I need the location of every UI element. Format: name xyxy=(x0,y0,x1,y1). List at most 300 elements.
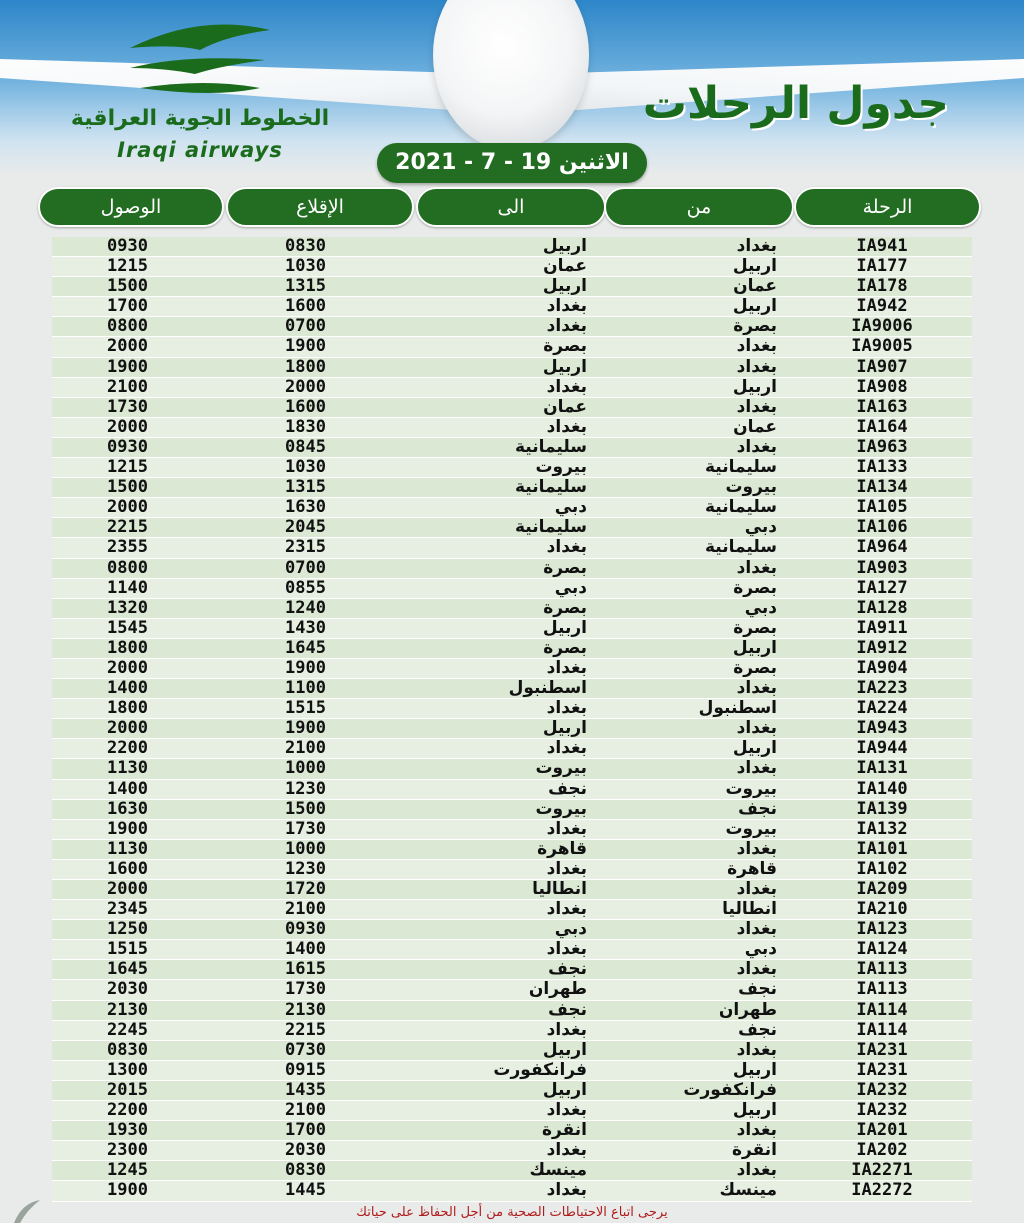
origin: نجف xyxy=(738,979,777,1000)
departure-time: 1030 xyxy=(285,256,326,277)
destination: بغداد xyxy=(546,296,587,317)
table-row xyxy=(52,639,972,659)
departure-time: 2215 xyxy=(285,1019,326,1040)
origin: بغداد xyxy=(736,356,777,377)
departure-time: 0930 xyxy=(285,919,326,940)
table-row xyxy=(52,257,972,277)
flight-number: IA2271 xyxy=(851,1160,913,1181)
flight-number: IA123 xyxy=(856,919,908,940)
flight-number: IA232 xyxy=(856,1100,908,1121)
table-row xyxy=(52,1001,972,1021)
flight-number: IA943 xyxy=(856,718,908,739)
origin: قاهرة xyxy=(727,858,777,879)
destination: سليمانية xyxy=(514,436,587,457)
origin: بغداد xyxy=(736,236,777,256)
flight-number: IA903 xyxy=(856,557,908,578)
departure-time: 1645 xyxy=(285,637,326,658)
departure-time: 0845 xyxy=(285,436,326,457)
departure-time: 1700 xyxy=(285,1120,326,1141)
arrival-time: 1515 xyxy=(107,939,148,960)
arrival-time: 0800 xyxy=(107,557,148,578)
arrival-time: 2030 xyxy=(107,979,148,1000)
arrival-time: 2200 xyxy=(107,738,148,759)
departure-time: 1730 xyxy=(285,979,326,1000)
bird-logo-icon xyxy=(125,18,275,103)
departure-time: 0730 xyxy=(285,1039,326,1060)
table-row xyxy=(52,1041,972,1061)
departure-time: 1500 xyxy=(285,798,326,819)
departure-time: 1230 xyxy=(285,778,326,799)
flight-number: IA102 xyxy=(856,858,908,879)
table-row xyxy=(52,940,972,960)
origin: نجف xyxy=(738,798,777,819)
destination: بصرة xyxy=(543,597,587,618)
destination: بغداد xyxy=(546,698,587,719)
departure-time: 1900 xyxy=(285,336,326,357)
destination: بغداد xyxy=(546,376,587,397)
brand-name-english: Iraqi airways xyxy=(117,138,283,162)
table-row xyxy=(52,438,972,458)
flight-number: IA2272 xyxy=(851,1180,913,1201)
table-row xyxy=(52,860,972,880)
table-row xyxy=(52,699,972,719)
departure-time: 1730 xyxy=(285,818,326,839)
origin: فرانكفورت xyxy=(683,1079,777,1100)
table-row xyxy=(52,820,972,840)
flight-number: IA944 xyxy=(856,738,908,759)
arrival-time: 1900 xyxy=(107,356,148,377)
destination: دبي xyxy=(554,577,587,598)
column-header-flight: الرحلة xyxy=(794,187,981,227)
flight-number: IA139 xyxy=(856,798,908,819)
arrival-time: 1400 xyxy=(107,678,148,699)
departure-time: 1900 xyxy=(285,718,326,739)
table-row xyxy=(52,237,972,257)
flight-number: IA164 xyxy=(856,416,908,437)
destination: عمان xyxy=(543,396,587,417)
column-header-from: من xyxy=(604,187,794,227)
arrival-time: 2300 xyxy=(107,1140,148,1161)
destination: اربيل xyxy=(542,356,587,377)
flight-number: IA907 xyxy=(856,356,908,377)
flight-number: IA904 xyxy=(856,657,908,678)
table-row xyxy=(52,458,972,478)
table-row xyxy=(52,538,972,558)
origin: بغداد xyxy=(736,959,777,980)
flight-number: IA177 xyxy=(856,256,908,277)
table-row xyxy=(52,358,972,378)
arrival-time: 2245 xyxy=(107,1019,148,1040)
flight-number: IA127 xyxy=(856,577,908,598)
table-row xyxy=(52,518,972,538)
flight-number: IA124 xyxy=(856,939,908,960)
origin: اربيل xyxy=(732,637,777,658)
table-row xyxy=(52,579,972,599)
table-row xyxy=(52,679,972,699)
arrival-time: 1645 xyxy=(107,959,148,980)
destination: بغداد xyxy=(546,858,587,879)
origin: عمان xyxy=(733,416,777,437)
table-row xyxy=(52,1061,972,1081)
departure-time: 1000 xyxy=(285,758,326,779)
table-row xyxy=(52,1161,972,1181)
flight-number: IA963 xyxy=(856,436,908,457)
table-row xyxy=(52,398,972,418)
origin: بغداد xyxy=(736,758,777,779)
date-badge: الاثنين 19 - 7 - 2021 xyxy=(377,143,647,183)
departure-time: 1435 xyxy=(285,1079,326,1100)
table-row xyxy=(52,1141,972,1161)
destination: سليمانية xyxy=(514,517,587,538)
arrival-time: 0930 xyxy=(107,436,148,457)
destination: اربيل xyxy=(542,236,587,256)
destination: دبي xyxy=(554,919,587,940)
arrival-time: 0830 xyxy=(107,1039,148,1060)
origin: بصرة xyxy=(733,617,777,638)
iraqi-airways-logo xyxy=(70,18,330,162)
table-row xyxy=(52,337,972,357)
origin: بيروت xyxy=(725,778,777,799)
departure-time: 0830 xyxy=(285,1160,326,1181)
arrival-time: 2000 xyxy=(107,336,148,357)
origin: مينسك xyxy=(719,1180,777,1201)
destination: اربيل xyxy=(542,617,587,638)
departure-time: 2030 xyxy=(285,1140,326,1161)
flight-number: IA201 xyxy=(856,1120,908,1141)
arrival-time: 1130 xyxy=(107,838,148,859)
origin: اربيل xyxy=(732,256,777,277)
departure-time: 1630 xyxy=(285,497,326,518)
departure-time: 1600 xyxy=(285,396,326,417)
departure-time: 1830 xyxy=(285,416,326,437)
table-row xyxy=(52,880,972,900)
column-header-arrival: الوصول xyxy=(38,187,224,227)
destination: بغداد xyxy=(546,899,587,920)
table-row xyxy=(52,759,972,779)
destination: اربيل xyxy=(542,718,587,739)
flight-number: IA202 xyxy=(856,1140,908,1161)
flight-number: IA178 xyxy=(856,276,908,297)
table-row xyxy=(52,277,972,297)
flight-number: IA105 xyxy=(856,497,908,518)
flight-number: IA231 xyxy=(856,1059,908,1080)
departure-time: 2000 xyxy=(285,376,326,397)
departure-time: 1515 xyxy=(285,698,326,719)
departure-time: 1430 xyxy=(285,617,326,638)
flight-number: IA114 xyxy=(856,999,908,1020)
destination: نجف xyxy=(548,778,587,799)
table-row xyxy=(52,317,972,337)
destination: نجف xyxy=(548,959,587,980)
arrival-time: 1800 xyxy=(107,637,148,658)
origin: اربيل xyxy=(732,738,777,759)
destination: بيروت xyxy=(535,457,587,478)
arrival-time: 1500 xyxy=(107,477,148,498)
origin: بصرة xyxy=(733,316,777,337)
departure-time: 0830 xyxy=(285,236,326,256)
origin: عمان xyxy=(733,276,777,297)
departure-time: 2100 xyxy=(285,1100,326,1121)
flight-number: IA231 xyxy=(856,1039,908,1060)
destination: بغداد xyxy=(546,1100,587,1121)
flight-number: IA114 xyxy=(856,1019,908,1040)
origin: بغداد xyxy=(736,1039,777,1060)
destination: بغداد xyxy=(546,416,587,437)
departure-time: 2130 xyxy=(285,999,326,1020)
departure-time: 0915 xyxy=(285,1059,326,1080)
table-row xyxy=(52,960,972,980)
origin: بيروت xyxy=(725,818,777,839)
table-row xyxy=(52,378,972,398)
flight-number: IA912 xyxy=(856,637,908,658)
table-row xyxy=(52,1081,972,1101)
arrival-time: 1245 xyxy=(107,1160,148,1181)
origin: بصرة xyxy=(733,657,777,678)
destination: عمان xyxy=(543,256,587,277)
table-row xyxy=(52,800,972,820)
table-row xyxy=(52,498,972,518)
departure-time: 1900 xyxy=(285,657,326,678)
flight-number: IA224 xyxy=(856,698,908,719)
destination: بغداد xyxy=(546,657,587,678)
arrival-time: 2000 xyxy=(107,416,148,437)
origin: طهران xyxy=(718,999,777,1020)
destination: بصرة xyxy=(543,336,587,357)
destination: قاهرة xyxy=(537,838,587,859)
table-row xyxy=(52,1101,972,1121)
origin: انطاليا xyxy=(722,899,777,920)
departure-time: 0855 xyxy=(285,577,326,598)
flight-number: IA209 xyxy=(856,879,908,899)
departure-time: 1315 xyxy=(285,276,326,297)
origin: بغداد xyxy=(736,336,777,357)
table-row xyxy=(52,659,972,679)
destination: بغداد xyxy=(546,1019,587,1040)
table-row xyxy=(52,739,972,759)
flight-number: IA163 xyxy=(856,396,908,417)
origin: انقرة xyxy=(731,1140,777,1161)
origin: بغداد xyxy=(736,1160,777,1181)
table-row xyxy=(52,719,972,739)
origin: بصرة xyxy=(733,577,777,598)
origin: بغداد xyxy=(736,838,777,859)
arrival-time: 2015 xyxy=(107,1079,148,1100)
destination: نجف xyxy=(548,999,587,1020)
destination: اسطنبول xyxy=(508,678,587,699)
flight-number: IA964 xyxy=(856,537,908,558)
departure-time: 1800 xyxy=(285,356,326,377)
destination: اربيل xyxy=(542,1079,587,1100)
departure-time: 2100 xyxy=(285,738,326,759)
destination: بغداد xyxy=(546,316,587,337)
flight-number: IA133 xyxy=(856,457,908,478)
destination: اربيل xyxy=(542,276,587,297)
arrival-time: 1320 xyxy=(107,597,148,618)
arrival-time: 2200 xyxy=(107,1100,148,1121)
flight-number: IA9005 xyxy=(851,336,913,357)
column-header-to: الى xyxy=(416,187,606,227)
flight-number: IA132 xyxy=(856,818,908,839)
departure-time: 1030 xyxy=(285,457,326,478)
table-row xyxy=(52,599,972,619)
arrival-time: 2000 xyxy=(107,879,148,899)
arrival-time: 1900 xyxy=(107,818,148,839)
destination: مينسك xyxy=(529,1160,587,1181)
flight-number: IA113 xyxy=(856,959,908,980)
arrival-time: 0800 xyxy=(107,316,148,337)
arrival-time: 2000 xyxy=(107,657,148,678)
departure-time: 1615 xyxy=(285,959,326,980)
origin: بغداد xyxy=(736,919,777,940)
origin: سليمانية xyxy=(704,457,777,478)
arrival-time: 1800 xyxy=(107,698,148,719)
destination: بصرة xyxy=(543,557,587,578)
flight-number: IA941 xyxy=(856,236,908,256)
flight-number: IA113 xyxy=(856,979,908,1000)
arrival-time: 0930 xyxy=(107,236,148,256)
flight-number: IA232 xyxy=(856,1079,908,1100)
arrival-time: 2000 xyxy=(107,497,148,518)
flight-number: IA210 xyxy=(856,899,908,920)
destination: دبي xyxy=(554,497,587,518)
origin: سليمانية xyxy=(704,497,777,518)
destination: بصرة xyxy=(543,637,587,658)
destination: بغداد xyxy=(546,1140,587,1161)
origin: اربيل xyxy=(732,296,777,317)
departure-time: 1315 xyxy=(285,477,326,498)
table-row xyxy=(52,418,972,438)
origin: بغداد xyxy=(736,557,777,578)
flight-number: IA101 xyxy=(856,838,908,859)
flight-number: IA942 xyxy=(856,296,908,317)
arrival-time: 1140 xyxy=(107,577,148,598)
health-notice: يرجى اتباع الاحتياطات الصحية من أجل الحفاظ على حياتك xyxy=(356,1205,668,1220)
arrival-time: 1130 xyxy=(107,758,148,779)
brand-name-arabic: الخطوط الجوية العراقية xyxy=(70,106,330,131)
table-row xyxy=(52,559,972,579)
arrival-time: 1545 xyxy=(107,617,148,638)
origin: سليمانية xyxy=(704,537,777,558)
arrival-time: 2355 xyxy=(107,537,148,558)
arrival-time: 1930 xyxy=(107,1120,148,1141)
departure-time: 1600 xyxy=(285,296,326,317)
flight-schedule-table xyxy=(52,237,972,1202)
origin: اربيل xyxy=(732,1059,777,1080)
destination: طهران xyxy=(528,979,587,1000)
table-row xyxy=(52,920,972,940)
departure-time: 2045 xyxy=(285,517,326,538)
table-row xyxy=(52,780,972,800)
arrival-time: 1215 xyxy=(107,457,148,478)
arrival-time: 2345 xyxy=(107,899,148,920)
arrival-time: 1250 xyxy=(107,919,148,940)
departure-time: 1400 xyxy=(285,939,326,960)
departure-time: 2315 xyxy=(285,537,326,558)
arrival-time: 2000 xyxy=(107,718,148,739)
origin: نجف xyxy=(738,1019,777,1040)
destination: انطاليا xyxy=(532,879,587,899)
origin: دبي xyxy=(744,939,777,960)
destination: بغداد xyxy=(546,818,587,839)
flight-number: IA140 xyxy=(856,778,908,799)
table-row xyxy=(52,478,972,498)
flight-number: IA908 xyxy=(856,376,908,397)
destination: بغداد xyxy=(546,939,587,960)
flight-number: IA134 xyxy=(856,477,908,498)
column-header-departure: الإقلاع xyxy=(226,187,414,227)
destination: بغداد xyxy=(546,537,587,558)
page-title: جدول الرحلات xyxy=(642,78,949,129)
origin: بغداد xyxy=(736,436,777,457)
departure-time: 2100 xyxy=(285,899,326,920)
arrival-time: 1300 xyxy=(107,1059,148,1080)
arrival-time: 1630 xyxy=(107,798,148,819)
flight-number: IA131 xyxy=(856,758,908,779)
table-row xyxy=(52,619,972,639)
destination: بغداد xyxy=(546,738,587,759)
origin: اسطنبول xyxy=(698,698,777,719)
departure-time: 1445 xyxy=(285,1180,326,1201)
arrival-time: 1700 xyxy=(107,296,148,317)
table-row xyxy=(52,980,972,1000)
destination: انقرة xyxy=(541,1120,587,1141)
origin: بغداد xyxy=(736,879,777,899)
table-row xyxy=(52,840,972,860)
flight-number: IA223 xyxy=(856,678,908,699)
departure-time: 1720 xyxy=(285,879,326,899)
origin: بغداد xyxy=(736,678,777,699)
destination: فرانكفورت xyxy=(493,1059,587,1080)
origin: دبي xyxy=(744,517,777,538)
destination: اربيل xyxy=(542,1039,587,1060)
table-row xyxy=(52,1021,972,1041)
flight-number: IA128 xyxy=(856,597,908,618)
flight-number: IA106 xyxy=(856,517,908,538)
table-row xyxy=(52,900,972,920)
origin: بيروت xyxy=(725,477,777,498)
arrival-time: 2215 xyxy=(107,517,148,538)
origin: اربيل xyxy=(732,376,777,397)
arrival-time: 1730 xyxy=(107,396,148,417)
arrival-time: 1900 xyxy=(107,1180,148,1201)
destination: بيروت xyxy=(535,758,587,779)
departure-time: 0700 xyxy=(285,316,326,337)
arrival-time: 2130 xyxy=(107,999,148,1020)
arrival-time: 1215 xyxy=(107,256,148,277)
table-row xyxy=(52,297,972,317)
origin: بغداد xyxy=(736,1120,777,1141)
arrival-time: 1600 xyxy=(107,858,148,879)
arrival-time: 1400 xyxy=(107,778,148,799)
table-row xyxy=(52,1121,972,1141)
table-header xyxy=(38,187,981,227)
origin: اربيل xyxy=(732,1100,777,1121)
origin: دبي xyxy=(744,597,777,618)
arrival-time: 1500 xyxy=(107,276,148,297)
destination: سليمانية xyxy=(514,477,587,498)
destination: بيروت xyxy=(535,798,587,819)
departure-time: 0700 xyxy=(285,557,326,578)
destination: بغداد xyxy=(546,1180,587,1201)
origin: بغداد xyxy=(736,396,777,417)
flight-number: IA911 xyxy=(856,617,908,638)
table-row xyxy=(52,1181,972,1201)
departure-time: 1000 xyxy=(285,838,326,859)
departure-time: 1100 xyxy=(285,678,326,699)
origin: بغداد xyxy=(736,718,777,739)
arrival-time: 2100 xyxy=(107,376,148,397)
departure-time: 1230 xyxy=(285,858,326,879)
